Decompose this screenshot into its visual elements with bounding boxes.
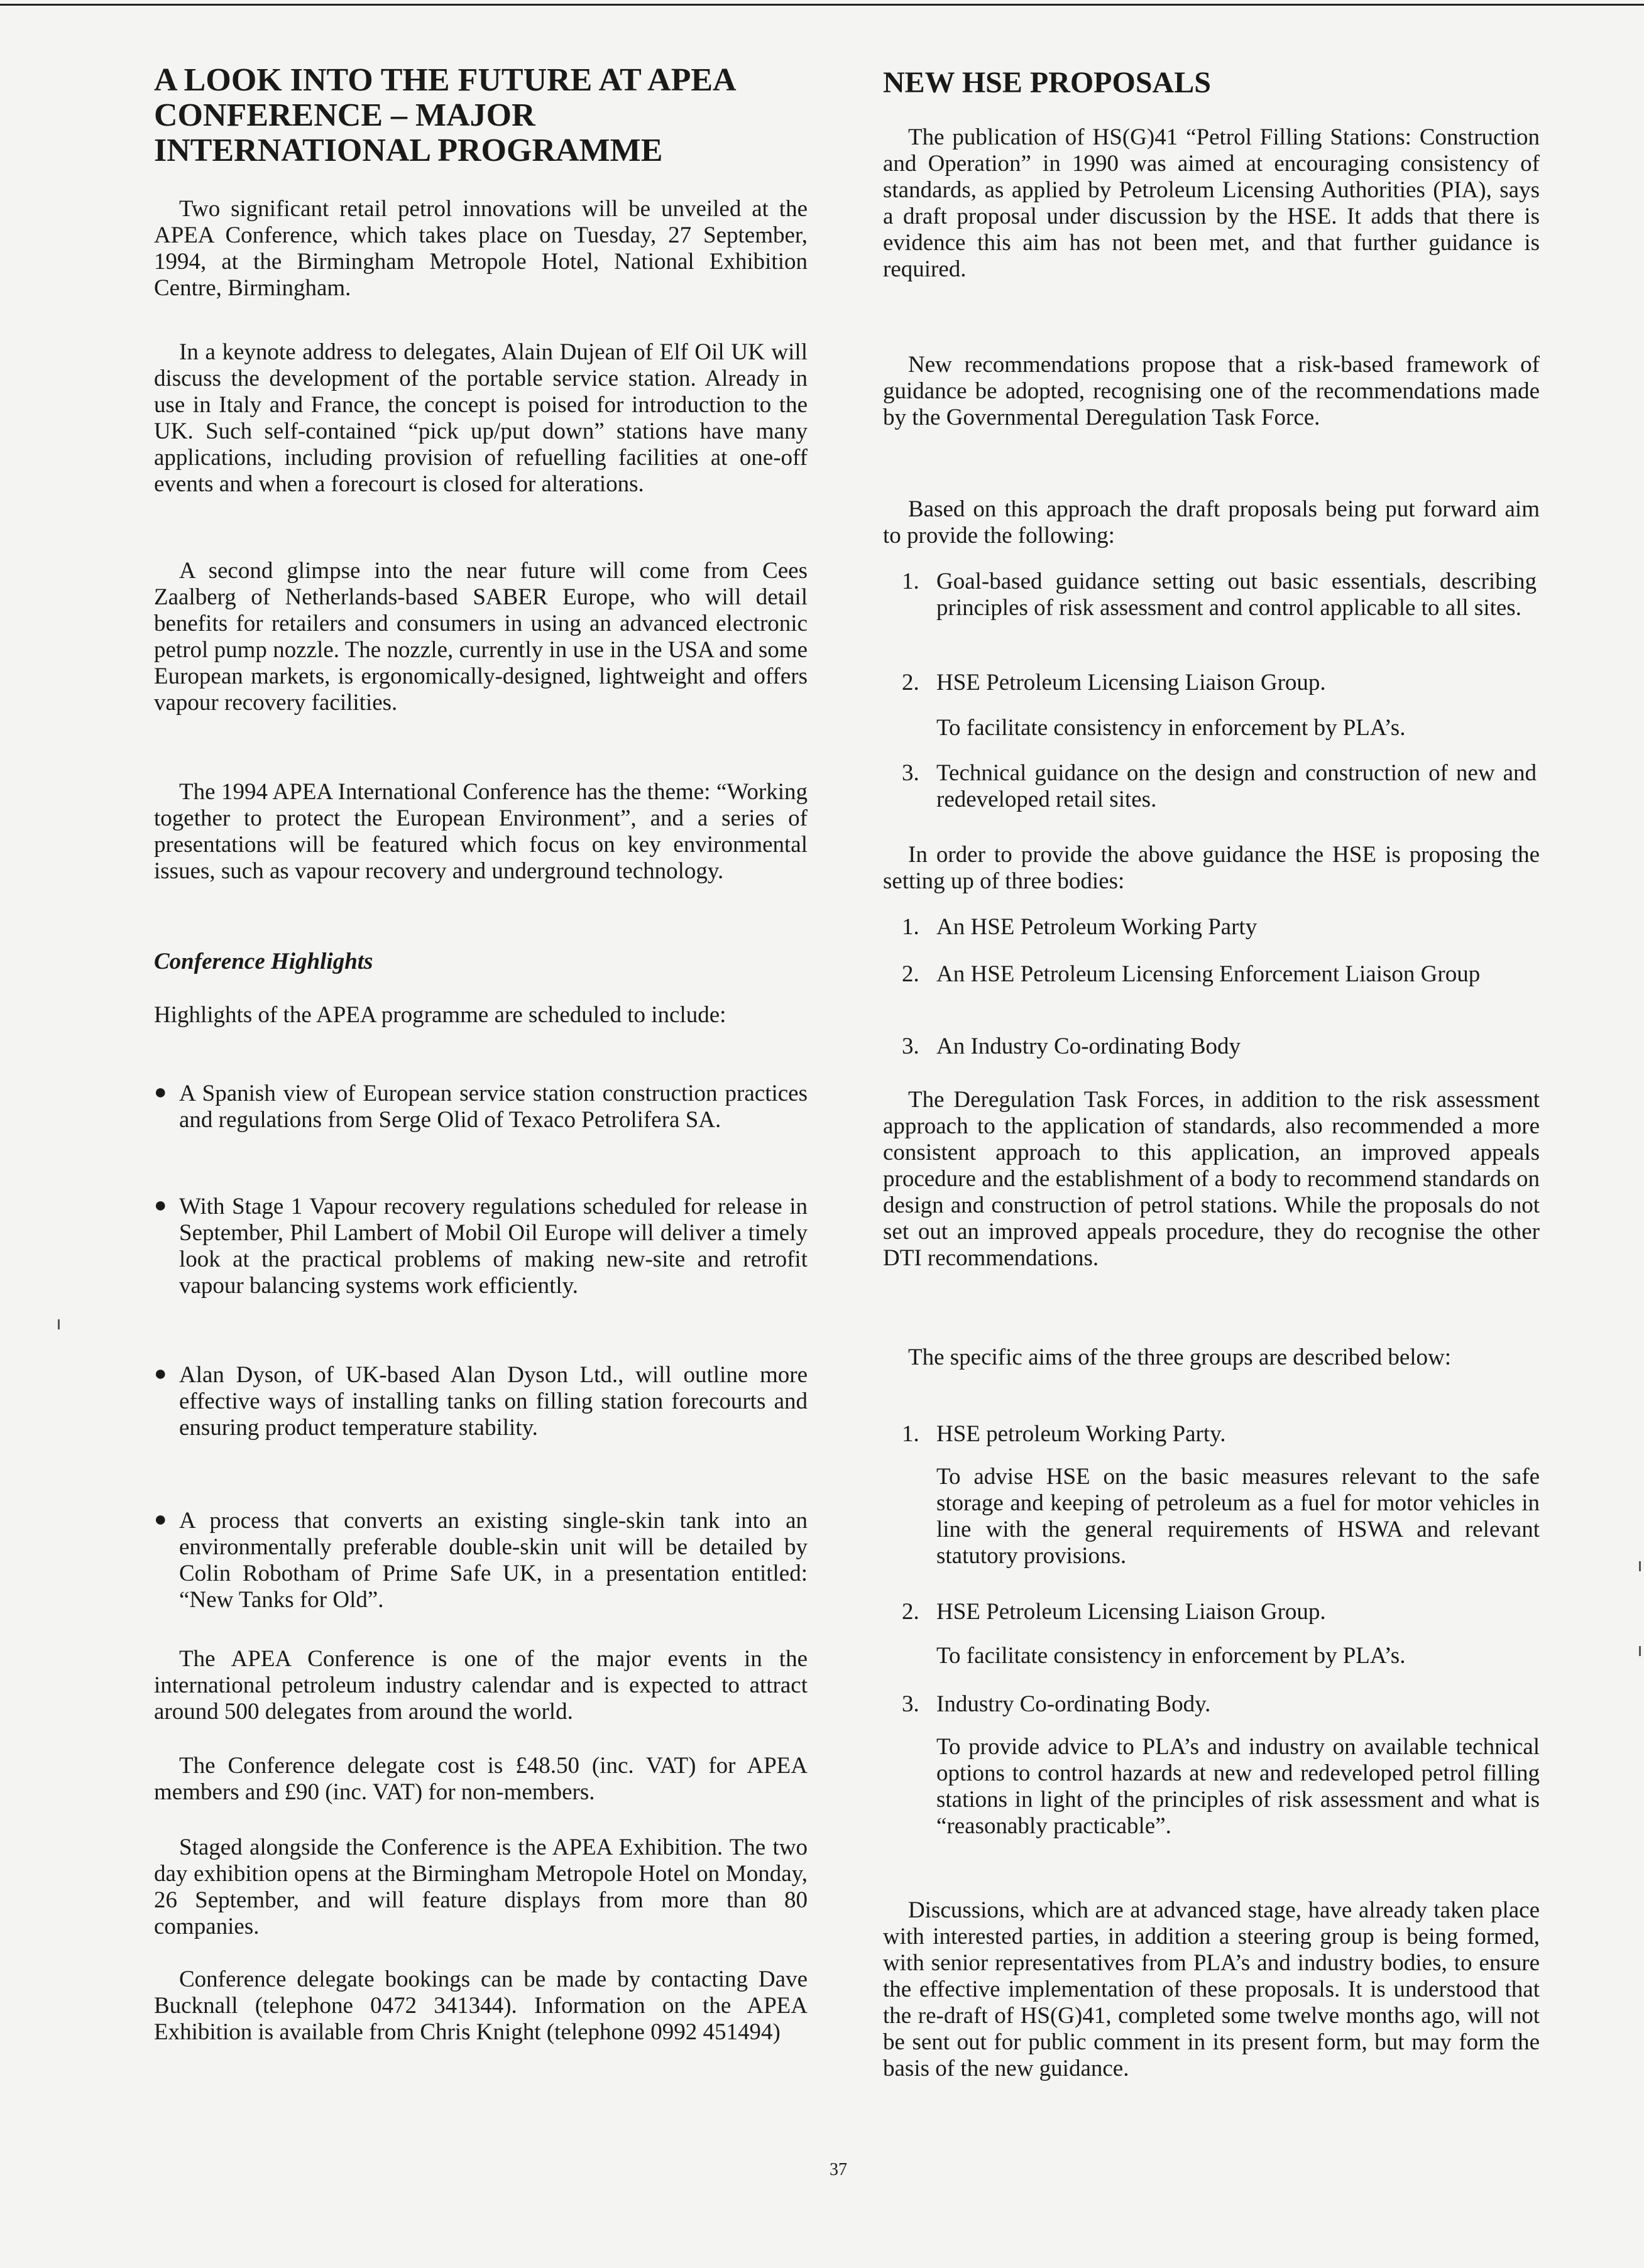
proposal-list-item [902, 569, 1537, 621]
left-paragraph-2: In a keynote address to delegates, Alain Dujean of Elf Oil UK will discuss the development of the portable service station. Already in use in Italy and France, the concept is poised for introduction to the UK. Such self-contained “pick up/put down” stations have many applications, including provision of refuelling facilities at one-off events and when a forecourt is closed for alterations. [154, 339, 808, 497]
highlight-bullet-text: Alan Dyson, of UK-based Alan Dyson Ltd., will outline more effective ways of installing tanks on filling station forecourts and ensuring product temperature stability. [179, 1362, 808, 1441]
list-number: 1. [902, 569, 919, 594]
proposal-list-item [902, 760, 1537, 813]
right-paragraph-2: New recommendations propose that a risk-based framework of guidance be adopted, recognising one of the recommendations made by the Governmental Deregulation Task Force. [883, 352, 1540, 430]
right-paragraph-7: Discussions, which are at advanced stage, have already taken place with interested parties, in addition a steering group is being formed, with senior representatives from PLA’s and industry bodies, to ensure the effective implementation of these proposals. It is understood that the re-draft of HS(G)41, completed some twelve months ago, will not be sent out for public comment in its present form, but may form the basis of the new guidance. [883, 1897, 1540, 2081]
right-paragraph-6: The specific aims of the three groups are described below: [908, 1344, 1452, 1370]
left-paragraph-7: The Conference delegate cost is £48.50 (inc. VAT) for APEA members and £90 (inc. VAT) for non-members. [154, 1753, 808, 1805]
list-sub-text: To provide advice to PLA’s and industry on available technical options to control hazards at new and redeveloped petrol filling stations in light of the principles of risk assessment and what is “reasonably practicable”. [936, 1734, 1540, 1839]
list-text: Goal-based guidance setting out basic essentials, describing principles of risk assessment and control applicable to all sites. [936, 569, 1537, 621]
list-sub-text: To facilitate consistency in enforcement by PLA’s. [936, 715, 1406, 741]
list-text: Industry Co-ordinating Body. [936, 1691, 1211, 1717]
list-text: An Industry Co-ordinating Body [936, 1033, 1241, 1059]
margin-mark [1639, 1646, 1641, 1656]
right-paragraph-3: Based on this approach the draft proposals being put forward aim to provide the following: [883, 496, 1540, 548]
list-number: 3. [902, 1033, 919, 1059]
right-paragraph-1: The publication of HS(G)41 “Petrol Filling Stations: Construction and Operation” in 1990 was aimed at encouraging consistency of standards, as applied by Petroleum Licensing Authorities (PIA), says a draft proposal under discussion by the HSE. It adds that there is evidence this aim has not been met, and that further guidance is required. [883, 124, 1540, 282]
bullet-icon: ● [154, 1362, 167, 1385]
list-number: 1. [902, 1421, 919, 1447]
bullet-icon: ● [154, 1194, 167, 1217]
left-paragraph-5: Highlights of the APEA programme are scheduled to include: [154, 1002, 726, 1028]
bullet-icon: ● [154, 1508, 167, 1531]
page-number: 37 [830, 2160, 847, 2179]
aims-list-item [902, 1599, 1537, 1625]
list-number: 3. [902, 1691, 919, 1717]
left-headline: A LOOK INTO THE FUTURE AT APEA CONFERENCE – MAJOR INTERNATIONAL PROGRAMME [154, 62, 735, 168]
highlight-bullet [154, 1081, 808, 1133]
bodies-list-item [902, 961, 1537, 988]
highlight-bullet-text: A process that converts an existing single-skin tank into an environmentally preferable double-skin unit will be detailed by Colin Robotham of Prime Safe UK, in a presentation entitled: “New Tanks for Old”. [179, 1508, 808, 1613]
aims-list-item [902, 1691, 1537, 1718]
margin-mark [1639, 1561, 1641, 1571]
highlight-bullet [154, 1508, 808, 1613]
bodies-list-item [902, 1033, 1537, 1060]
aims-list-item [902, 1421, 1537, 1447]
proposal-list-item [902, 670, 1537, 696]
list-text: HSE Petroleum Licensing Liaison Group. [936, 670, 1326, 695]
left-paragraph-9: Conference delegate bookings can be made by contacting Dave Bucknall (telephone 0472 341344). Information on the APEA Exhibition is available from Chris Knight (telephone 0992 451494) [154, 1966, 808, 2045]
list-sub-text: To facilitate consistency in enforcement by PLA’s. [936, 1643, 1406, 1669]
bodies-list-item [902, 914, 1537, 940]
right-paragraph-4: In order to provide the above guidance the HSE is proposing the setting up of three bodies: [883, 842, 1540, 894]
margin-mark [58, 1319, 60, 1329]
list-text: HSE Petroleum Licensing Liaison Group. [936, 1599, 1326, 1625]
list-text: HSE petroleum Working Party. [936, 1421, 1226, 1447]
highlight-bullet [154, 1194, 808, 1299]
list-text: An HSE Petroleum Working Party [936, 914, 1258, 940]
list-sub-text: To advise HSE on the basic measures relevant to the safe storage and keeping of petroleum as a fuel for motor vehicles in line with the general requirements of HSWA and relevant statutory provisions. [936, 1464, 1540, 1569]
right-headline: NEW HSE PROPOSALS [883, 66, 1211, 99]
list-text: Technical guidance on the design and construction of new and redeveloped retail sites. [936, 760, 1537, 812]
right-paragraph-5: The Deregulation Task Forces, in addition to the risk assessment approach to the application of standards, also recommended a more consistent approach to this application, an improved appeals procedure and the establishment of a body to recommend standards on design and construction of petrol stations. While the proposals do not set out an improved appeals procedure, they do recognise the other DTI recommendations. [883, 1087, 1540, 1271]
list-number: 1. [902, 914, 919, 940]
left-paragraph-6: The APEA Conference is one of the major events in the international petroleum industry calendar and is expected to attract around 500 delegates from around the world. [154, 1646, 808, 1725]
left-paragraph-1: Two significant retail petrol innovations will be unveiled at the APEA Conference, which takes place on Tuesday, 27 September, 1994, at the Birmingham Metropole Hotel, National Exhibition Centre, Birmingham. [154, 196, 808, 301]
left-paragraph-4: The 1994 APEA International Conference has the theme: “Working together to protect the European Environment”, and a series of presentations will be featured which focus on key environmental issues, such as vapour recovery and underground technology. [154, 779, 808, 884]
left-paragraph-3: A second glimpse into the near future will come from Cees Zaalberg of Netherlands-based SABER Europe, who will detail benefits for retailers and consumers in using an advanced electronic petrol pump nozzle. The nozzle, currently in use in the USA and some European markets, is ergonomically-designed, lightweight and offers vapour recovery facilities. [154, 558, 808, 716]
top-rule [0, 4, 1644, 6]
list-number: 2. [902, 1599, 919, 1625]
highlight-bullet [154, 1362, 808, 1441]
bullet-icon: ● [154, 1081, 167, 1104]
left-paragraph-8: Staged alongside the Conference is the APEA Exhibition. The two day exhibition opens at the Birmingham Metropole Hotel on Monday, 26 September, and will feature displays from more than 80 companies. [154, 1835, 808, 1939]
list-text: An HSE Petroleum Licensing Enforcement Liaison Group [936, 961, 1481, 987]
list-number: 2. [902, 670, 919, 695]
highlight-bullet-text: A Spanish view of European service station construction practices and regulations from Serge Olid of Texaco Petrolifera SA. [179, 1081, 808, 1133]
conference-highlights-subhead: Conference Highlights [154, 949, 373, 974]
list-number: 2. [902, 961, 919, 987]
highlight-bullet-text: With Stage 1 Vapour recovery regulations scheduled for release in September, Phil Lambert of Mobil Oil Europe will deliver a timely look at the practical problems of making new-site and retrofit vapour balancing systems work efficiently. [179, 1194, 808, 1299]
list-number: 3. [902, 760, 919, 786]
